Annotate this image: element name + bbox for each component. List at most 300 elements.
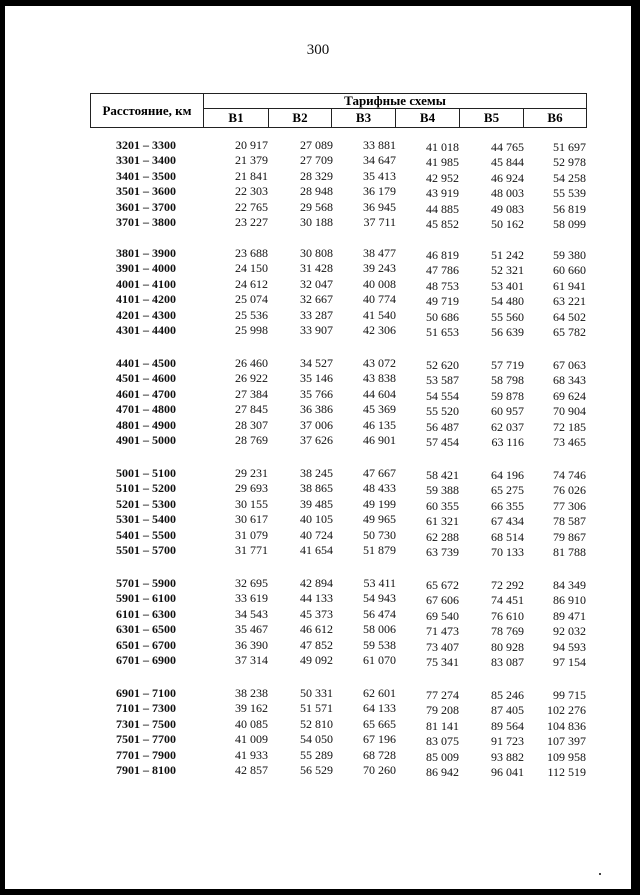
tariff-cell-b4: 53 587 — [426, 373, 459, 388]
tariff-cell-b6: 64 502 — [553, 309, 586, 324]
table-row — [5, 169, 631, 184]
tariff-cell-b3: 43 072 — [363, 356, 396, 370]
table-row — [5, 607, 631, 622]
table-row — [5, 701, 631, 716]
tariff-cell-b6: 112 519 — [547, 764, 586, 779]
tariff-cell-b2: 44 133 — [300, 591, 333, 606]
distance-range-cell: 3201 – 3300 — [116, 138, 176, 152]
tariff-cell-b3: 62 601 — [363, 686, 396, 700]
tariff-cell-b4: 41 985 — [426, 155, 459, 170]
table-row — [5, 356, 631, 371]
tariff-cell-b2: 28 948 — [300, 184, 333, 199]
tariff-cell-b2: 50 331 — [300, 686, 333, 700]
tariff-cell-b4: 54 554 — [426, 388, 459, 403]
tariff-cell-b6: 107 397 — [547, 734, 586, 749]
distance-range-cell: 3401 – 3500 — [116, 168, 176, 183]
tariff-cell-b2: 30 808 — [300, 246, 333, 260]
tariff-cell-b5: 56 639 — [491, 324, 524, 339]
tariff-cell-b4: 52 620 — [426, 358, 459, 372]
table-header — [90, 93, 587, 128]
tariff-cell-b2: 37 006 — [300, 417, 333, 432]
tariff-cell-b4: 47 786 — [426, 263, 459, 278]
distance-range-cell: 4201 – 4300 — [116, 307, 176, 322]
tariff-cell-b1: 41 933 — [235, 747, 268, 762]
distance-range-cell: 7501 – 7700 — [116, 732, 176, 747]
distance-range-cell: 4801 – 4900 — [116, 417, 176, 432]
tariff-cell-b4: 55 520 — [426, 404, 459, 419]
table-row — [5, 402, 631, 417]
tariff-cell-b3: 48 433 — [363, 481, 396, 496]
tariff-cell-b2: 40 724 — [300, 527, 333, 542]
tariff-cell-b2: 29 568 — [300, 199, 333, 214]
distance-range-cell: 5301 – 5400 — [116, 512, 176, 527]
distance-range-cell: 5201 – 5300 — [116, 496, 176, 511]
tariff-cell-b2: 55 289 — [300, 747, 333, 762]
table-row — [5, 246, 631, 261]
distance-range-cell: 4601 – 4700 — [116, 386, 176, 401]
tariff-cell-b2: 38 245 — [300, 466, 333, 480]
tariff-cell-b1: 28 307 — [235, 417, 268, 432]
tariff-cell-b3: 65 665 — [363, 716, 396, 731]
tariff-cell-b6: 104 836 — [547, 718, 586, 733]
tariff-cell-b4: 65 672 — [426, 578, 459, 592]
tariff-cell-b3: 43 838 — [363, 371, 396, 386]
tariff-cell-b6: 67 063 — [553, 358, 586, 372]
tariff-cell-b5: 80 928 — [491, 639, 524, 654]
tariff-cell-b2: 56 529 — [300, 762, 333, 777]
tariff-cell-b4: 57 454 — [426, 434, 459, 449]
table-row — [5, 292, 631, 307]
tariff-cell-b6: 51 697 — [553, 140, 586, 154]
tariff-cell-b6: 81 788 — [553, 544, 586, 559]
tariff-cell-b5: 74 451 — [491, 593, 524, 608]
table-row — [5, 528, 631, 543]
tariff-cell-b6: 89 471 — [553, 608, 586, 623]
table-row — [5, 184, 631, 199]
tariff-cell-b1: 42 857 — [235, 762, 268, 777]
tariff-cell-b5: 46 924 — [491, 170, 524, 185]
distance-range-cell: 4301 – 4400 — [116, 322, 176, 337]
tariff-cell-b5: 91 723 — [491, 734, 524, 749]
table-row — [5, 653, 631, 668]
row-group — [5, 138, 631, 230]
tariff-cell-b1: 23 688 — [235, 246, 268, 260]
tariff-cell-b1: 30 617 — [235, 512, 268, 527]
tariff-cell-b3: 49 199 — [363, 496, 396, 511]
tariff-cell-b1: 40 085 — [235, 716, 268, 731]
tariff-cell-b1: 37 314 — [235, 652, 268, 667]
table-row — [5, 308, 631, 323]
tariff-cell-b6: 52 978 — [553, 155, 586, 170]
tariff-cell-b1: 35 467 — [235, 622, 268, 637]
tariff-cell-b3: 41 540 — [363, 307, 396, 322]
tariff-cell-b4: 63 739 — [426, 544, 459, 559]
table-row — [5, 591, 631, 606]
distance-range-cell: 5001 – 5100 — [116, 466, 176, 480]
tariff-cell-b4: 69 540 — [426, 608, 459, 623]
tariff-cell-b1: 22 303 — [235, 184, 268, 199]
distance-range-cell: 7701 – 7900 — [116, 747, 176, 762]
distance-range-cell: 5101 – 5200 — [116, 481, 176, 496]
tariff-cell-b1: 31 079 — [235, 527, 268, 542]
tariff-cell-b3: 56 474 — [363, 606, 396, 621]
tariff-cell-b6: 77 306 — [553, 498, 586, 513]
row-group — [5, 356, 631, 448]
column-header-b6: В6 — [523, 109, 586, 127]
tariff-cell-b1: 26 922 — [235, 371, 268, 386]
tariff-cell-b1: 27 845 — [235, 402, 268, 417]
tariff-cell-b2: 34 527 — [300, 356, 333, 370]
tariff-cell-b3: 40 008 — [363, 276, 396, 291]
distance-range-cell: 4001 – 4100 — [116, 276, 176, 291]
tariff-cell-b3: 58 006 — [363, 622, 396, 637]
tariff-cell-b1: 29 693 — [235, 481, 268, 496]
tariff-cell-b2: 27 089 — [300, 138, 333, 152]
tariff-cell-b2: 54 050 — [300, 732, 333, 747]
table-row — [5, 622, 631, 637]
tariff-cell-b4: 44 885 — [426, 201, 459, 216]
distance-range-cell: 6101 – 6300 — [116, 606, 176, 621]
tariff-cell-b4: 77 274 — [426, 688, 459, 702]
table-row — [5, 732, 631, 747]
tariff-cell-b3: 70 260 — [363, 762, 396, 777]
tariff-cell-b5: 49 083 — [491, 201, 524, 216]
tariff-cell-b4: 71 473 — [426, 624, 459, 639]
tariff-cell-b2: 46 612 — [300, 622, 333, 637]
distance-range-cell: 4101 – 4200 — [116, 292, 176, 307]
tariff-cell-b6: 94 593 — [553, 639, 586, 654]
tariff-cell-b2: 45 373 — [300, 606, 333, 621]
column-header-b4: В4 — [395, 109, 459, 127]
tariff-cell-b6: 84 349 — [553, 578, 586, 592]
distance-range-cell: 6901 – 7100 — [116, 686, 176, 700]
tariff-cell-b4: 43 919 — [426, 186, 459, 201]
tariff-cell-b5: 50 162 — [491, 216, 524, 231]
tariff-cell-b2: 27 709 — [300, 153, 333, 168]
table-row — [5, 512, 631, 527]
distance-range-cell: 3801 – 3900 — [116, 246, 176, 260]
tariff-cell-b4: 86 942 — [426, 764, 459, 779]
tariff-cell-b3: 64 133 — [363, 701, 396, 716]
column-header-b3: В3 — [331, 109, 395, 127]
tariff-cell-b1: 25 998 — [235, 322, 268, 337]
tariff-cell-b6: 99 715 — [553, 688, 586, 702]
document-page — [5, 6, 631, 889]
tariff-cell-b4: 46 819 — [426, 248, 459, 262]
tariff-cell-b4: 73 407 — [426, 639, 459, 654]
table-row — [5, 717, 631, 732]
tariff-cell-b2: 36 386 — [300, 402, 333, 417]
distance-range-cell: 3601 – 3700 — [116, 199, 176, 214]
table-row — [5, 763, 631, 778]
scan-speck — [599, 873, 601, 875]
tariff-cell-b5: 54 480 — [491, 294, 524, 309]
tariff-cell-b5: 70 133 — [491, 544, 524, 559]
tariff-cell-b4: 51 653 — [426, 324, 459, 339]
distance-range-cell: 7301 – 7500 — [116, 716, 176, 731]
tariff-cell-b1: 20 917 — [235, 138, 268, 152]
tariff-cell-b3: 42 306 — [363, 322, 396, 337]
tariff-cell-b1: 30 155 — [235, 496, 268, 511]
tariff-cell-b4: 85 009 — [426, 749, 459, 764]
tariff-cell-b5: 72 292 — [491, 578, 524, 592]
tariff-cell-b3: 36 945 — [363, 199, 396, 214]
distance-range-cell: 3501 – 3600 — [116, 184, 176, 199]
tariff-cell-b1: 24 612 — [235, 276, 268, 291]
table-row — [5, 277, 631, 292]
tariff-cell-b1: 29 231 — [235, 466, 268, 480]
tariff-cell-b6: 58 099 — [553, 216, 586, 231]
tariff-cell-b6: 92 032 — [553, 624, 586, 639]
table-row — [5, 215, 631, 230]
tariff-cell-b3: 51 879 — [363, 542, 396, 557]
tariff-cell-b5: 57 719 — [491, 358, 524, 372]
distance-range-cell: 5901 – 6100 — [116, 591, 176, 606]
tariff-cell-b5: 63 116 — [491, 434, 524, 449]
distance-range-cell: 5701 – 5900 — [116, 576, 176, 590]
tariff-cell-b4: 83 075 — [426, 734, 459, 749]
table-row — [5, 261, 631, 276]
table-row — [5, 138, 631, 153]
tariff-cell-b1: 21 841 — [235, 168, 268, 183]
tariff-cell-b4: 61 321 — [426, 514, 459, 529]
tariff-cell-b3: 44 604 — [363, 386, 396, 401]
tariff-cell-b2: 35 766 — [300, 386, 333, 401]
tariff-cell-b4: 58 421 — [426, 468, 459, 482]
column-header-b2: В2 — [268, 109, 331, 127]
tariff-cell-b4: 75 341 — [426, 654, 459, 669]
tariff-cell-b4: 59 388 — [426, 483, 459, 498]
tariff-cell-b2: 52 810 — [300, 716, 333, 731]
tariff-cell-b3: 67 196 — [363, 732, 396, 747]
tariff-cell-b5: 55 560 — [491, 309, 524, 324]
table-row — [5, 686, 631, 701]
tariff-cell-b3: 36 179 — [363, 184, 396, 199]
tariff-cell-b4: 49 719 — [426, 294, 459, 309]
row-group — [5, 576, 631, 668]
tariff-schemes-header: Тарифные схемы — [204, 94, 586, 109]
tariff-cell-b3: 35 413 — [363, 168, 396, 183]
tariff-cell-b6: 55 539 — [553, 186, 586, 201]
table-row — [5, 418, 631, 433]
tariff-cell-b5: 83 087 — [491, 654, 524, 669]
tariff-cell-b1: 25 074 — [235, 292, 268, 307]
tariff-cell-b4: 56 487 — [426, 419, 459, 434]
tariff-cell-b6: 79 867 — [553, 529, 586, 544]
tariff-cell-b6: 86 910 — [553, 593, 586, 608]
tariff-cell-b1: 31 771 — [235, 542, 268, 557]
tariff-cell-b5: 51 242 — [491, 248, 524, 262]
distance-range-cell: 4701 – 4800 — [116, 402, 176, 417]
tariff-cell-b2: 39 485 — [300, 496, 333, 511]
tariff-cell-b6: 74 746 — [553, 468, 586, 482]
tariff-cell-b3: 59 538 — [363, 637, 396, 652]
tariff-cell-b1: 22 765 — [235, 199, 268, 214]
tariff-cell-b6: 97 154 — [553, 654, 586, 669]
tariff-cell-b3: 68 728 — [363, 747, 396, 762]
tariff-cell-b4: 45 852 — [426, 216, 459, 231]
tariff-cell-b3: 46 135 — [363, 417, 396, 432]
row-group — [5, 246, 631, 338]
tariff-cell-b3: 39 243 — [363, 261, 396, 276]
tariff-cell-b2: 32 667 — [300, 292, 333, 307]
tariff-cell-b3: 49 965 — [363, 512, 396, 527]
table-row — [5, 466, 631, 481]
tariff-cell-b6: 56 819 — [553, 201, 586, 216]
tariff-cell-b3: 37 711 — [363, 214, 396, 229]
tariff-cell-b3: 53 411 — [363, 576, 396, 590]
tariff-cell-b1: 39 162 — [235, 701, 268, 716]
tariff-cell-b5: 62 037 — [491, 419, 524, 434]
tariff-cell-b4: 48 753 — [426, 278, 459, 293]
tariff-cell-b1: 38 238 — [235, 686, 268, 700]
tariff-cell-b5: 45 844 — [491, 155, 524, 170]
tariff-cell-b5: 89 564 — [491, 718, 524, 733]
tariff-cell-b3: 33 881 — [363, 138, 396, 152]
distance-range-cell: 4401 – 4500 — [116, 356, 176, 370]
tariff-cell-b2: 31 428 — [300, 261, 333, 276]
table-row — [5, 748, 631, 763]
tariff-cell-b2: 42 894 — [300, 576, 333, 590]
distance-range-cell: 3301 – 3400 — [116, 153, 176, 168]
tariff-cell-b4: 79 208 — [426, 703, 459, 718]
column-header-b1: В1 — [228, 110, 244, 125]
tariff-cell-b6: 69 624 — [553, 388, 586, 403]
tariff-cell-b6: 109 958 — [547, 749, 586, 764]
tariff-cell-b5: 59 878 — [491, 388, 524, 403]
tariff-cell-b5: 87 405 — [491, 703, 524, 718]
tariff-cell-b1: 26 460 — [235, 356, 268, 370]
page-number: 300 — [306, 42, 330, 58]
tariff-cell-b3: 40 774 — [363, 292, 396, 307]
tariff-cell-b5: 53 401 — [491, 278, 524, 293]
tariff-cell-b1: 34 543 — [235, 606, 268, 621]
tariff-cell-b5: 85 246 — [491, 688, 524, 702]
tariff-cell-b4: 81 141 — [426, 718, 459, 733]
tariff-cell-b5: 65 275 — [491, 483, 524, 498]
tariff-cell-b3: 54 943 — [363, 591, 396, 606]
tariff-cell-b1: 23 227 — [235, 214, 268, 229]
tariff-cell-b1: 21 379 — [235, 153, 268, 168]
tariff-cell-b4: 42 952 — [426, 170, 459, 185]
tariff-cell-b3: 50 730 — [363, 527, 396, 542]
table-row — [5, 371, 631, 386]
row-group — [5, 686, 631, 778]
tariff-cell-b3: 34 647 — [363, 153, 396, 168]
table-row — [5, 387, 631, 402]
tariff-cell-b6: 60 660 — [553, 263, 586, 278]
distance-range-cell: 3701 – 3800 — [116, 214, 176, 229]
distance-range-cell: 5401 – 5500 — [116, 527, 176, 542]
tariff-cell-b1: 27 384 — [235, 386, 268, 401]
tariff-cell-b2: 32 047 — [300, 276, 333, 291]
tariff-cell-b6: 76 026 — [553, 483, 586, 498]
tariff-cell-b2: 41 654 — [300, 542, 333, 557]
tariff-cell-b2: 37 626 — [300, 432, 333, 447]
distance-range-cell: 6301 – 6500 — [116, 622, 176, 637]
tariff-cell-b2: 40 105 — [300, 512, 333, 527]
tariff-cell-b6: 61 941 — [553, 278, 586, 293]
tariff-cell-b6: 73 465 — [553, 434, 586, 449]
tariff-cell-b4: 50 686 — [426, 309, 459, 324]
tariff-cell-b5: 93 882 — [491, 749, 524, 764]
tariff-cell-b2: 38 865 — [300, 481, 333, 496]
tariff-cell-b2: 47 852 — [300, 637, 333, 652]
tariff-cell-b3: 45 369 — [363, 402, 396, 417]
tariff-cell-b5: 48 003 — [491, 186, 524, 201]
table-row — [5, 638, 631, 653]
tariff-cell-b6: 72 185 — [553, 419, 586, 434]
tariff-cell-b5: 76 610 — [491, 608, 524, 623]
distance-range-cell: 7101 – 7300 — [116, 701, 176, 716]
table-row — [5, 200, 631, 215]
row-group — [5, 466, 631, 558]
distance-column-header: Расстояние, км — [91, 94, 204, 127]
tariff-cell-b3: 46 901 — [363, 432, 396, 447]
tariff-cell-b6: 65 782 — [553, 324, 586, 339]
tariff-cell-b6: 102 276 — [547, 703, 586, 718]
tariff-cell-b6: 59 380 — [553, 248, 586, 262]
tariff-cell-b2: 33 287 — [300, 307, 333, 322]
tariff-cell-b2: 30 188 — [300, 214, 333, 229]
tariff-cell-b4: 62 288 — [426, 529, 459, 544]
tariff-cell-b4: 41 018 — [426, 140, 459, 154]
tariff-cell-b1: 24 150 — [235, 261, 268, 276]
tariff-cell-b1: 33 619 — [235, 591, 268, 606]
tariff-cell-b6: 70 904 — [553, 404, 586, 419]
table-row — [5, 497, 631, 512]
tariff-cell-b5: 68 514 — [491, 529, 524, 544]
tariff-cell-b1: 41 009 — [235, 732, 268, 747]
distance-range-cell: 3901 – 4000 — [116, 261, 176, 276]
tariff-cell-b2: 35 146 — [300, 371, 333, 386]
table-row — [5, 153, 631, 168]
tariff-cell-b3: 38 477 — [363, 246, 396, 260]
tariff-cell-b5: 60 957 — [491, 404, 524, 419]
tariff-cell-b6: 54 258 — [553, 170, 586, 185]
tariff-cell-b1: 32 695 — [235, 576, 268, 590]
tariff-cell-b2: 33 907 — [300, 322, 333, 337]
tariff-cell-b5: 96 041 — [491, 764, 524, 779]
distance-range-cell: 6701 – 6900 — [116, 652, 176, 667]
table-row — [5, 323, 631, 338]
tariff-cell-b1: 25 536 — [235, 307, 268, 322]
table-row — [5, 576, 631, 591]
tariff-cell-b2: 28 329 — [300, 168, 333, 183]
tariff-cell-b3: 47 667 — [363, 466, 396, 480]
tariff-cell-b4: 60 355 — [426, 498, 459, 513]
tariff-cell-b5: 67 434 — [491, 514, 524, 529]
tariff-cell-b1: 28 769 — [235, 432, 268, 447]
tariff-cell-b3: 61 070 — [363, 652, 396, 667]
column-header-b5: В5 — [459, 109, 523, 127]
table-row — [5, 543, 631, 558]
distance-range-cell: 4901 – 5000 — [116, 432, 176, 447]
tariff-cell-b5: 58 798 — [491, 373, 524, 388]
tariff-cell-b5: 44 765 — [491, 140, 524, 154]
tariff-cell-b6: 63 221 — [553, 294, 586, 309]
distance-range-cell: 5501 – 5700 — [116, 542, 176, 557]
tariff-cell-b6: 78 587 — [553, 514, 586, 529]
tariff-cell-b5: 78 769 — [491, 624, 524, 639]
tariff-cell-b5: 64 196 — [491, 468, 524, 482]
distance-range-cell: 4501 – 4600 — [116, 371, 176, 386]
distance-range-cell: 7901 – 8100 — [116, 762, 176, 777]
tariff-cell-b5: 52 321 — [491, 263, 524, 278]
distance-range-cell: 6501 – 6700 — [116, 637, 176, 652]
tariff-cell-b2: 51 571 — [300, 701, 333, 716]
tariff-cell-b6: 68 343 — [553, 373, 586, 388]
